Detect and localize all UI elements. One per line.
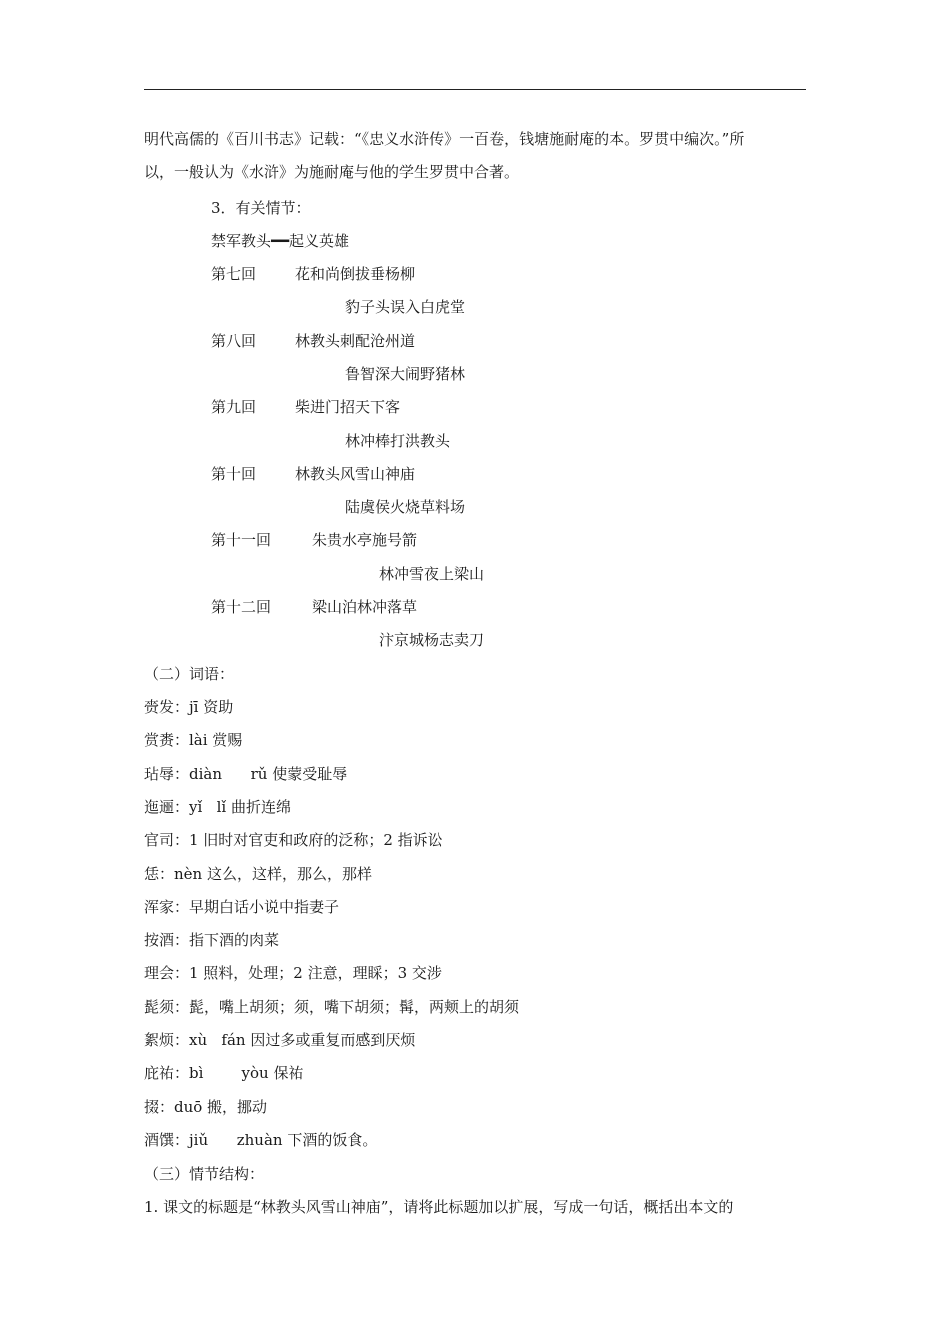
vocab-item: 髭须：髭，嘴上胡须；须，嘴下胡须；髯，两颊上的胡须	[144, 997, 520, 1016]
chapter-number: 第十一回	[211, 531, 272, 550]
vocab-item: 浑家：早期白话小说中指妻子	[144, 897, 340, 916]
vocab-item: 酒馔：jiǔ zhuàn 下酒的饭食。	[144, 1130, 378, 1149]
vocab-item: 掇：duō 搬，挪动	[144, 1097, 268, 1116]
chapter-number: 第十二回	[211, 598, 272, 616]
chapter-title-second: 豹子头误入白虎堂	[345, 298, 466, 317]
vocab-item: 絮烦：xù fán 因过多或重复而感到厌烦	[144, 1031, 416, 1049]
vocab-item: 赏赉：lài 赏赐	[144, 731, 243, 750]
vocab-item: 按酒：指下酒的肉菜	[144, 931, 280, 950]
chapter-number: 第十回	[211, 464, 257, 483]
chapter-title-second: 林冲棒打洪教头	[345, 431, 451, 450]
structure-heading: （三）情节结构：	[144, 1165, 265, 1183]
intro-line-2: 以，一般认为《水浒》为施耐庵与他的学生罗贯中合著。	[144, 163, 520, 181]
intro-line-1: 明代高儒的《百川书志》记载：“《忠义水浒传》一百卷，钱塘施耐庵的本。罗贯中编次。”所	[144, 130, 745, 148]
vocab-heading: （二）词语：	[144, 665, 235, 683]
chapter-title-first: 朱贵水亭施号箭	[312, 531, 418, 550]
vocab-item: 玷辱：diàn rǔ 使蒙受耻辱	[144, 764, 348, 783]
chapter-title-second: 陆虞侯火烧草料场	[345, 498, 466, 517]
chapter-title-first: 林教头风雪山神庙	[295, 464, 416, 483]
vocab-item: 迤逦：yǐ lǐ 曲折连绵	[144, 797, 291, 816]
chapter-title-second: 林冲雪夜上梁山	[379, 564, 485, 583]
plot-heading: 3．有关情节：	[211, 199, 311, 217]
vocab-item: 官司：1 旧时对官吏和政府的泛称；2 指诉讼	[144, 831, 443, 850]
chapter-title-first: 花和尚倒拔垂杨柳	[295, 265, 416, 283]
chapter-number: 第九回	[211, 398, 257, 417]
structure-question-1: 1. 课文的标题是“林教头风雪山神庙”，请将此标题加以扩展，写成一句话，概括出本文的	[144, 1198, 734, 1216]
chapter-title-first: 林教头刺配沧州道	[295, 331, 416, 350]
header-rule	[144, 89, 806, 90]
vocab-item: 庇祐：bì yòu 保祐	[144, 1064, 304, 1083]
plot-subtitle: 禁军教头━━起义英雄	[211, 232, 350, 250]
vocab-item: 赍发：jī 资助	[144, 698, 234, 716]
vocab-item: 理会：1 照料，处理；2 注意，理睬；3 交涉	[144, 964, 442, 983]
chapter-title-second: 汴京城杨志卖刀	[379, 631, 485, 650]
chapter-title-first: 柴进门招天下客	[295, 398, 401, 417]
chapter-title-first: 梁山泊林冲落草	[312, 598, 418, 616]
chapter-number: 第七回	[211, 265, 257, 283]
chapter-title-second: 鲁智深大闹野猪林	[345, 364, 466, 383]
chapter-number: 第八回	[211, 331, 257, 350]
vocab-item: 恁：nèn 这么，这样，那么，那样	[144, 864, 372, 883]
intro-paragraph	[144, 123, 808, 189]
